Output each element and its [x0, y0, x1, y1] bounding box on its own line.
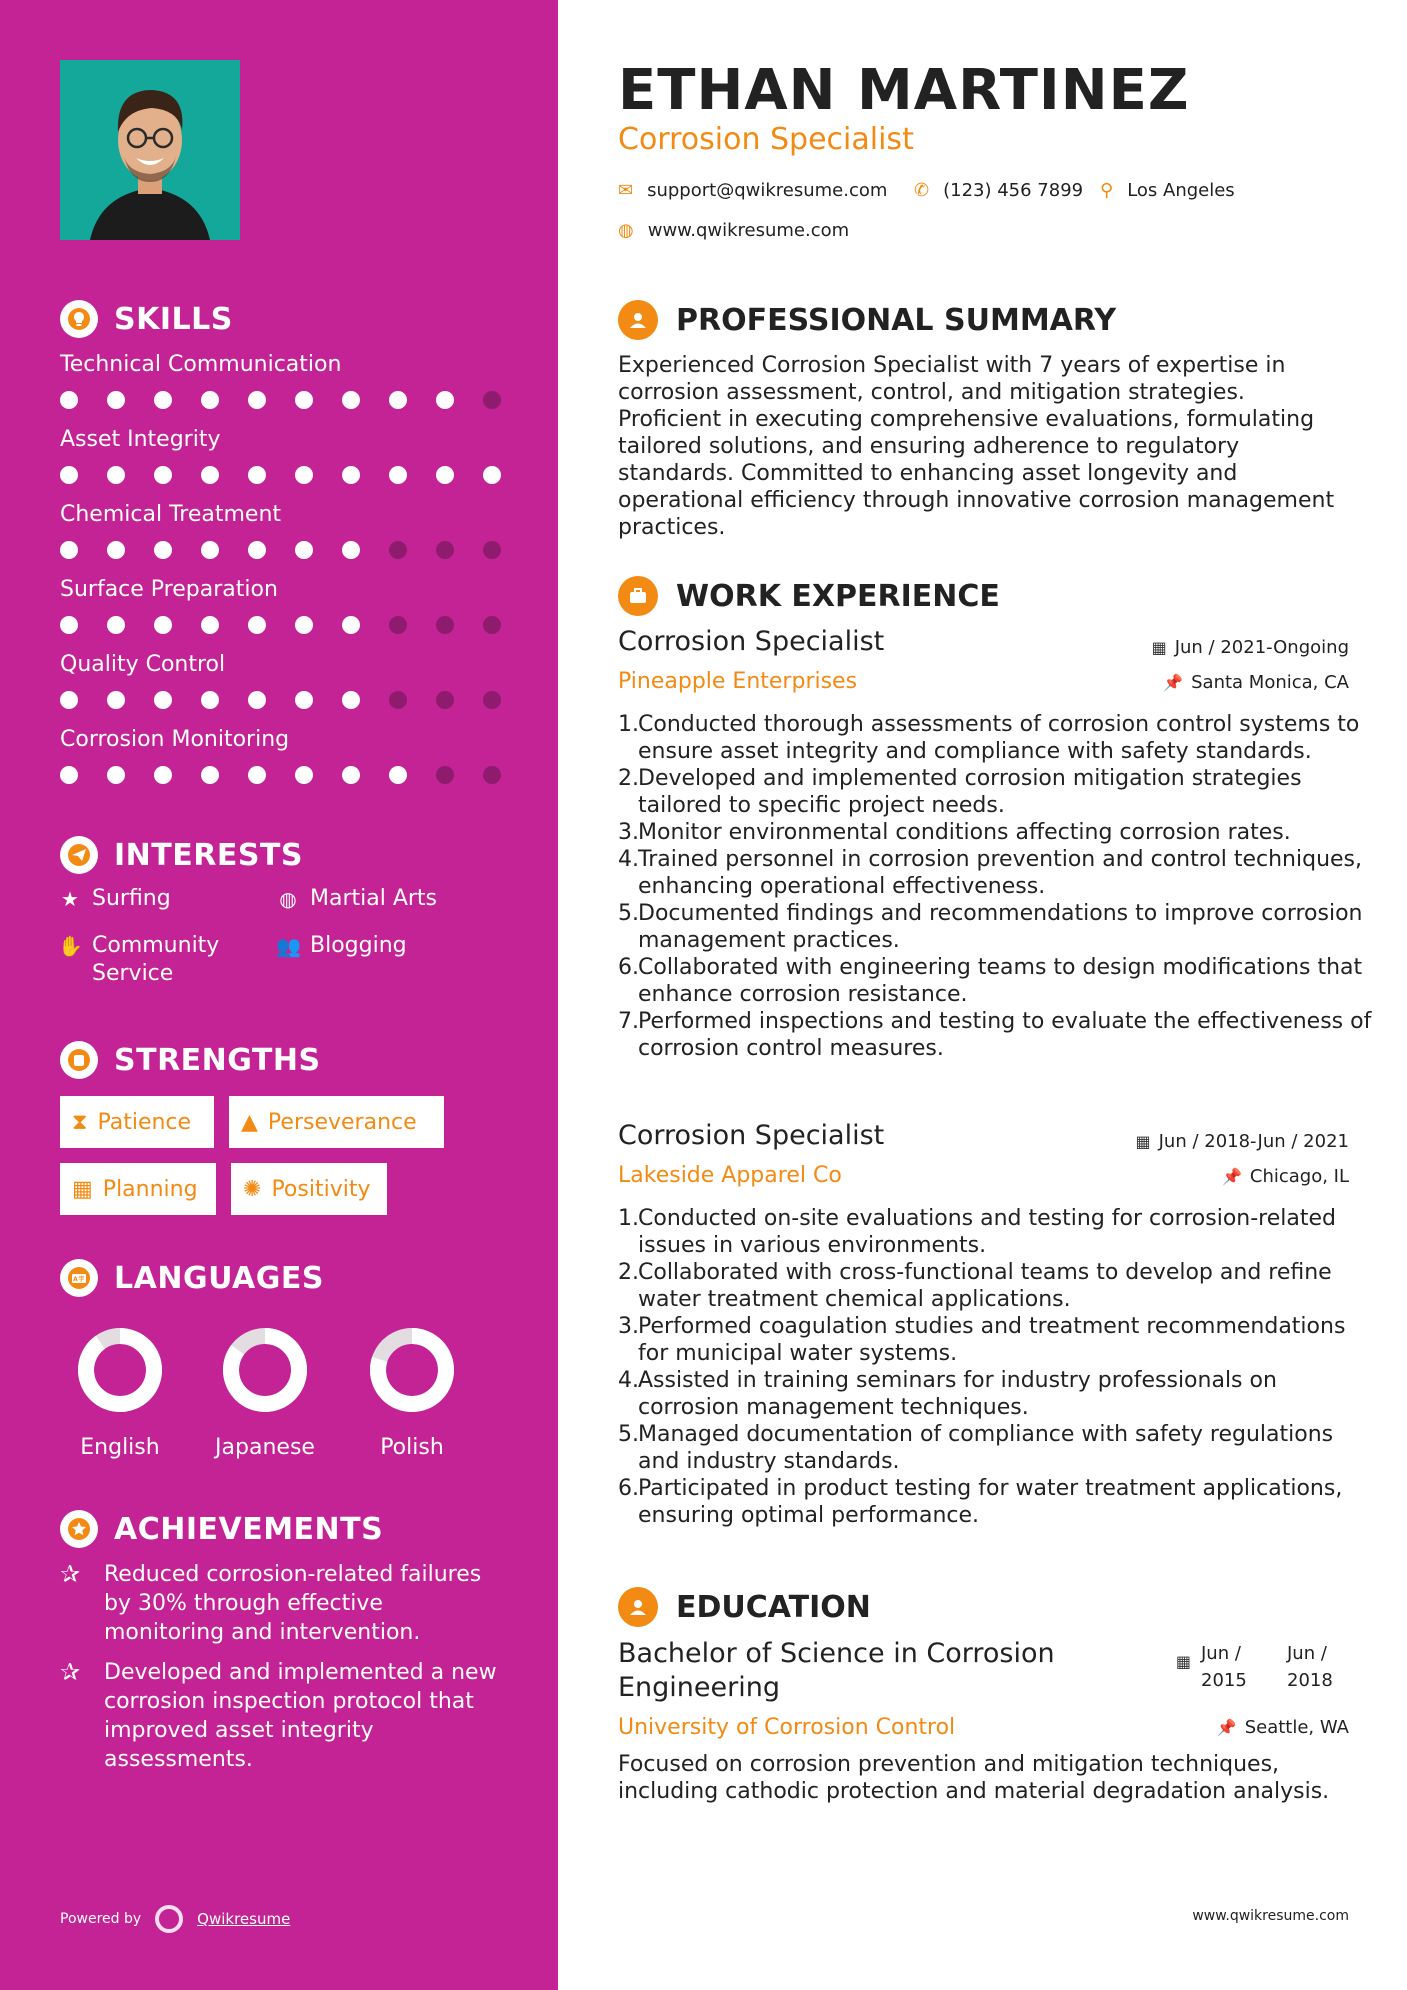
bullet-number: 2.	[618, 766, 639, 791]
skill-rating	[60, 766, 530, 784]
rating-dot-filled	[295, 391, 313, 409]
rating-dot-empty	[483, 541, 501, 559]
skill-name: Surface Preparation	[60, 577, 278, 602]
bullet-text: Documented findings and recommendations to improve corrosion management practices.	[638, 901, 1363, 953]
bullet-text: Participated in product testing for water treatment applications, ensuring optimal performance.	[638, 1476, 1343, 1528]
education-description: Focused on corrosion prevention and mitigation techniques, including cathodic protection and material degradation analysis.	[618, 1752, 1330, 1804]
language-level-ring	[75, 1325, 165, 1415]
rating-dot-filled	[107, 766, 125, 784]
rating-dot-empty	[389, 616, 407, 634]
paper-plane-icon	[60, 836, 98, 874]
rating-dot-filled	[389, 466, 407, 484]
skill-rating	[60, 691, 530, 709]
rating-dot-filled	[60, 391, 78, 409]
job-bullet	[618, 1008, 1378, 1062]
hourglass-icon: ⧗	[72, 1109, 88, 1135]
language-item	[342, 1325, 482, 1460]
bullet-text: Performed coagulation studies and treatment recommendations for municipal water systems.	[638, 1314, 1346, 1366]
rating-dot-filled	[107, 691, 125, 709]
map-pin-icon: ⚲	[1100, 180, 1114, 201]
education-dates: ▦ Jun / 2015 Jun / 2018	[1175, 1643, 1333, 1691]
globe-icon: ◍	[618, 220, 634, 241]
job-dates: ▦ Jun / 2021-Ongoing	[1151, 637, 1349, 658]
qwikresume-logo-icon	[155, 1905, 183, 1933]
rating-dot-empty	[436, 616, 454, 634]
job-bullet	[618, 1475, 1378, 1529]
rating-dot-filled	[154, 391, 172, 409]
interest-item: ★ Surfing	[58, 885, 171, 913]
bullet-text: Collaborated with cross-functional teams to develop and refine water treatment chemical applications.	[638, 1260, 1332, 1312]
rating-dot-empty	[389, 691, 407, 709]
bullet-number: 7.	[618, 1009, 639, 1034]
bullet-number: 2.	[618, 1260, 639, 1285]
skill-name: Technical Communication	[60, 352, 342, 377]
rating-dot-filled	[248, 691, 266, 709]
bullet-text: Performed inspections and testing to evaluate the effectiveness of corrosion control measures.	[638, 1009, 1372, 1061]
skill-name: Chemical Treatment	[60, 502, 282, 527]
bullet-text: Assisted in training seminars for industry professionals on corrosion management techniques.	[638, 1368, 1277, 1420]
rating-dot-filled	[60, 691, 78, 709]
skill-rating	[60, 616, 530, 634]
bullet-text: Collaborated with engineering teams to design modifications that enhance corrosion resistance.	[638, 955, 1363, 1007]
education-heading: EDUCATION	[618, 1587, 871, 1627]
rating-dot-filled	[342, 466, 360, 484]
rating-dot-empty	[483, 616, 501, 634]
candidate-role: Corrosion Specialist	[618, 122, 914, 157]
ring-fill	[86, 1336, 154, 1404]
footer-url[interactable]: www.qwikresume.com	[1192, 1908, 1349, 1924]
rating-dot-filled	[248, 466, 266, 484]
rating-dot-filled	[436, 391, 454, 409]
calendar-icon: ▦	[1151, 638, 1167, 657]
rating-dot-filled	[389, 391, 407, 409]
rating-dot-filled	[295, 466, 313, 484]
job-bullet	[618, 1205, 1378, 1259]
interest-item: ◍ Martial Arts	[276, 885, 437, 913]
hand-icon: ✋	[58, 934, 83, 958]
rating-dot-filled	[342, 766, 360, 784]
phone-icon: ✆	[914, 180, 930, 201]
rating-dot-filled	[295, 616, 313, 634]
profile-photo	[60, 60, 240, 240]
rating-dot-filled	[342, 391, 360, 409]
rating-dot-filled	[342, 541, 360, 559]
shooting-star-icon: ✰	[60, 1658, 81, 1686]
rating-dot-filled	[60, 466, 78, 484]
skill-name: Asset Integrity	[60, 427, 221, 452]
rating-dot-filled	[107, 616, 125, 634]
rating-dot-filled	[107, 541, 125, 559]
language-label: English	[80, 1435, 160, 1460]
strength-badge: ✺ Positivity	[231, 1163, 387, 1215]
rating-dot-filled	[483, 466, 501, 484]
job-bullet	[618, 1259, 1378, 1313]
job-bullet	[618, 1421, 1378, 1475]
rating-dot-filled	[342, 616, 360, 634]
bullet-text: Trained personnel in corrosion prevention and control techniques, enhancing operational effectiveness.	[638, 847, 1363, 899]
rating-dot-filled	[60, 616, 78, 634]
strength-badge: ▦ Planning	[60, 1163, 216, 1215]
degree-title: Bachelor of Science in Corrosion Engineering	[618, 1638, 1055, 1703]
rating-dot-empty	[436, 691, 454, 709]
job-bullet	[618, 765, 1378, 819]
rating-dot-filled	[295, 541, 313, 559]
rating-dot-empty	[436, 541, 454, 559]
candidate-name: ETHAN MARTINEZ	[618, 58, 1190, 123]
strengths-heading: STRENGTHS	[60, 1041, 321, 1079]
summary-heading: PROFESSIONAL SUMMARY	[618, 300, 1116, 340]
rating-dot-filled	[154, 691, 172, 709]
rating-dot-filled	[201, 766, 219, 784]
school-name: University of Corrosion Control	[618, 1715, 956, 1740]
rating-dot-filled	[60, 541, 78, 559]
skill-name: Corrosion Monitoring	[60, 727, 290, 752]
language-level-ring	[220, 1325, 310, 1415]
pin-icon: 📌	[1216, 1718, 1237, 1737]
powered-by: Powered by Qwikresume	[60, 1905, 290, 1933]
achievements-heading: ACHIEVEMENTS	[60, 1510, 383, 1548]
bullet-number: 3.	[618, 1314, 639, 1339]
language-label: Polish	[380, 1435, 444, 1460]
briefcase-icon	[618, 576, 658, 616]
rating-dot-empty	[483, 766, 501, 784]
calendar-icon: ▦	[1175, 1652, 1191, 1671]
rating-dot-empty	[483, 691, 501, 709]
bullet-text: Conducted thorough assessments of corrosion control systems to ensure asset integrity and compliance with safety standards.	[638, 712, 1360, 764]
strength-badge: ▲ Perseverance	[229, 1096, 444, 1148]
job-bullet	[618, 846, 1378, 900]
job-bullet	[618, 1313, 1378, 1367]
strength-badge: ⧗ Patience	[60, 1096, 214, 1148]
bullet-text: Monitor environmental conditions affecting corrosion rates.	[638, 820, 1291, 845]
job-location: 📌 Santa Monica, CA	[1163, 672, 1349, 693]
bullet-number: 1.	[618, 712, 639, 737]
email-contact	[618, 180, 887, 201]
language-level-ring	[367, 1325, 457, 1415]
language-icon	[60, 1259, 98, 1297]
spinner-icon: ✺	[243, 1176, 262, 1202]
envelope-icon: ✉	[618, 180, 634, 201]
interest-item: ✋ Community Service	[58, 933, 220, 986]
bullet-number: 3.	[618, 820, 639, 845]
bullet-text: Developed and implemented corrosion mitigation strategies tailored to specific project needs.	[638, 766, 1302, 818]
rating-dot-filled	[201, 391, 219, 409]
skill-rating	[60, 541, 530, 559]
website-contact	[618, 220, 849, 241]
phone-contact: ✆ (123) 456 7899	[914, 180, 1084, 201]
skill-rating	[60, 466, 530, 484]
pin-icon: 📌	[1163, 673, 1184, 692]
rating-dot-filled	[107, 391, 125, 409]
rating-dot-filled	[248, 766, 266, 784]
languages-heading: A字 LANGUAGES	[60, 1259, 324, 1297]
rating-dot-filled	[60, 766, 78, 784]
rating-dot-filled	[154, 766, 172, 784]
achievement-item: ✰ Reduced corrosion-related failures by 30% through effective monitoring and intervention.	[60, 1560, 482, 1645]
rating-dot-filled	[154, 466, 172, 484]
lightbulb-icon	[60, 300, 98, 338]
interests-heading: INTERESTS	[60, 836, 303, 874]
job-bullet	[618, 900, 1378, 954]
pin-icon: 📌	[1221, 1167, 1242, 1186]
language-label: Japanese	[215, 1435, 315, 1460]
rating-dot-filled	[342, 691, 360, 709]
rating-dot-filled	[295, 691, 313, 709]
job-title: Corrosion Specialist	[618, 1120, 885, 1151]
bullet-number: 5.	[618, 1422, 639, 1447]
job-location: 📌 Chicago, IL	[1221, 1166, 1349, 1187]
graduation-icon	[618, 1587, 658, 1627]
rating-dot-filled	[154, 616, 172, 634]
education-location: 📌 Seattle, WA	[1216, 1717, 1349, 1738]
calendar-icon: ▦	[1135, 1132, 1151, 1151]
rating-dot-empty	[436, 766, 454, 784]
job-bullets	[618, 1205, 1378, 1529]
job-bullet	[618, 819, 1378, 846]
interest-item: 👥 Blogging	[276, 933, 407, 958]
job-bullet	[618, 1367, 1378, 1421]
job-dates: ▦ Jun / 2018-Jun / 2021	[1135, 1131, 1349, 1152]
calendar-icon: ▦	[72, 1176, 93, 1202]
sidebar	[0, 0, 558, 1990]
job-bullet	[618, 954, 1378, 1008]
skill-rating	[60, 391, 530, 409]
bullet-number: 4.	[618, 847, 639, 872]
bullet-number: 4.	[618, 1368, 639, 1393]
bullet-text: Managed documentation of compliance with safety regulations and industry standards.	[638, 1422, 1334, 1474]
language-item	[50, 1325, 190, 1460]
fist-icon	[60, 1041, 98, 1079]
email-link[interactable]: support@qwikresume.com	[647, 180, 888, 201]
job-title: Corrosion Specialist	[618, 626, 885, 657]
location-contact: ⚲ Los Angeles	[1100, 180, 1235, 201]
rating-dot-filled	[201, 466, 219, 484]
globe-icon: ◍	[279, 887, 297, 911]
rating-dot-filled	[248, 616, 266, 634]
trophy-icon	[60, 1510, 98, 1548]
experience-heading: WORK EXPERIENCE	[618, 576, 1000, 616]
job-bullets	[618, 711, 1378, 1062]
summary-text: Experienced Corrosion Specialist with 7 years of expertise in corrosion assessment, control, and mitigation strategies. Proficient in executing comprehensive evaluations, formulating tailored solutions, and ensuring adherence to regulatory standards. Committed to enhancing asset longevity and operational efficiency through innovative corrosion management practices.	[618, 353, 1335, 540]
language-item	[195, 1325, 335, 1460]
rating-dot-filled	[389, 766, 407, 784]
qwikresume-link[interactable]: Qwikresume	[197, 1910, 291, 1928]
rating-dot-filled	[295, 766, 313, 784]
bullet-text: Conducted on-site evaluations and testing for corrosion-related issues in various environments.	[638, 1206, 1336, 1258]
star-icon: ★	[61, 887, 79, 911]
rating-dot-filled	[201, 541, 219, 559]
rating-dot-filled	[201, 616, 219, 634]
company-name: Pineapple Enterprises	[618, 669, 858, 694]
bullet-number: 5.	[618, 901, 639, 926]
rating-dot-filled	[436, 466, 454, 484]
main-content	[558, 0, 1407, 1990]
bullet-number: 6.	[618, 1476, 639, 1501]
bullet-number: 6.	[618, 955, 639, 980]
skill-name: Quality Control	[60, 652, 226, 677]
shooting-star-icon: ✰	[60, 1560, 81, 1588]
rating-dot-filled	[154, 541, 172, 559]
rating-dot-empty	[389, 541, 407, 559]
job-bullet	[618, 711, 1378, 765]
road-icon: ▲	[241, 1109, 258, 1135]
rating-dot-filled	[201, 691, 219, 709]
rating-dot-filled	[107, 466, 125, 484]
skills-heading: SKILLS	[60, 300, 233, 338]
bullet-number: 1.	[618, 1206, 639, 1231]
website-link[interactable]: www.qwikresume.com	[647, 220, 850, 241]
svg-text:A字: A字	[73, 1276, 85, 1283]
achievement-item: ✰ Developed and implemented a new corrosion inspection protocol that improved asset integrity assessments.	[60, 1658, 497, 1772]
rating-dot-filled	[248, 391, 266, 409]
rating-dot-filled	[248, 541, 266, 559]
user-icon	[618, 300, 658, 340]
users-icon: 👥	[276, 934, 301, 958]
rating-dot-empty	[483, 391, 501, 409]
company-name: Lakeside Apparel Co	[618, 1163, 842, 1188]
